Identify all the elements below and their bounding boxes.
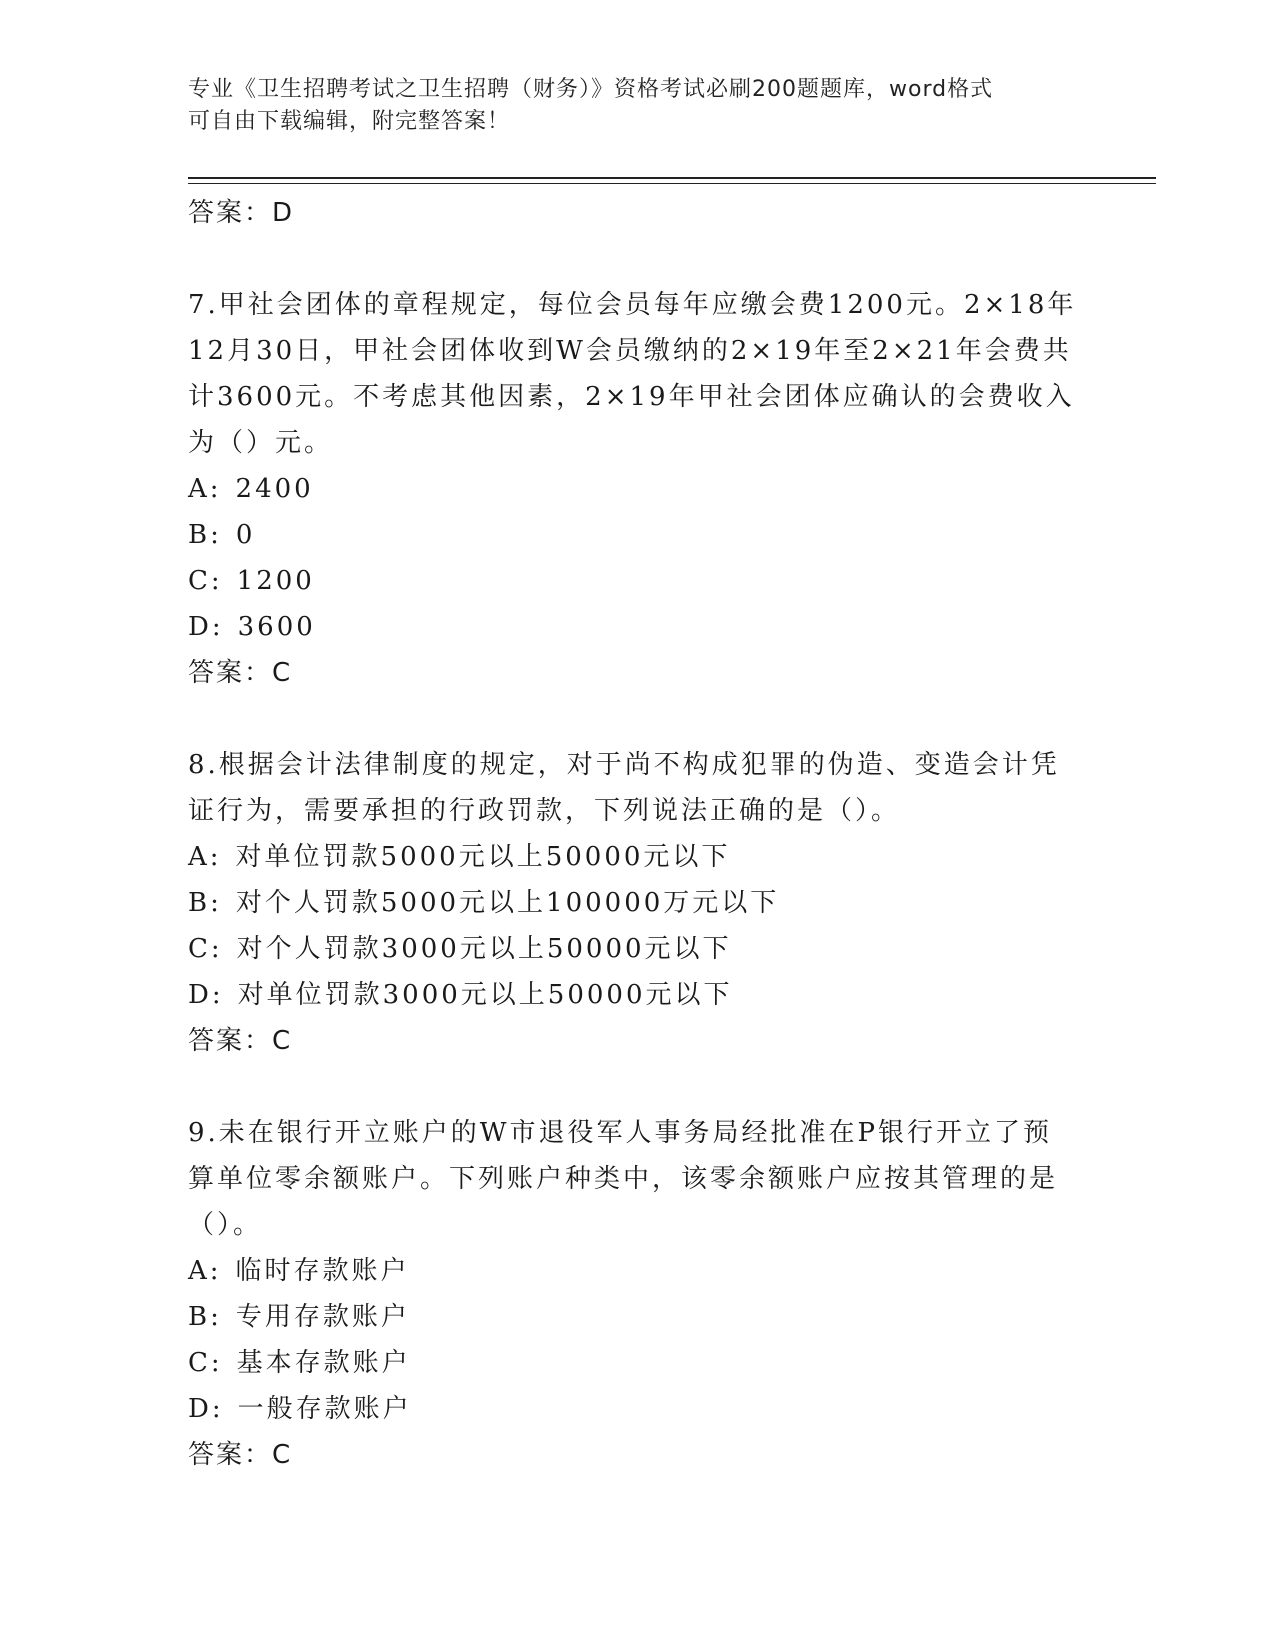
option-d: [188, 604, 1088, 650]
question-block: [188, 282, 1088, 696]
option-key: D:: [188, 980, 224, 1010]
header-line-2: 可自由下载编辑，附完整答案！: [188, 109, 511, 134]
question-text-line: （）。: [188, 1210, 263, 1240]
option-key: C:: [188, 1348, 223, 1378]
option-text: 对个人罚款5000元以上100000万元以下: [235, 888, 780, 918]
option-text: 1200: [236, 566, 315, 596]
option-key: D:: [188, 612, 224, 642]
answer-line: 答案：C: [188, 1440, 293, 1470]
option-text: 对单位罚款5000元以上50000元以下: [235, 842, 731, 872]
question-block: [188, 742, 1088, 1064]
option-text: 临时存款账户: [235, 1256, 410, 1286]
option-key: A:: [188, 474, 222, 504]
option-key: B:: [188, 888, 222, 918]
option-text: 对单位罚款3000元以上50000元以下: [237, 980, 733, 1010]
spacer: [188, 1064, 1088, 1110]
option-text: 0: [235, 520, 256, 550]
option-text: 3600: [237, 612, 316, 642]
question-text-line: 12月30日，甲社会团体收到W会员缴纳的2×19年至2×21年会费共: [188, 336, 1072, 366]
option-c: [188, 558, 1088, 604]
option-a: [188, 834, 1088, 880]
option-key: D:: [188, 1394, 224, 1424]
answer-line: 答案：C: [188, 1026, 293, 1056]
document-header: [188, 74, 1088, 138]
option-key: B:: [188, 1302, 222, 1332]
question-text-line: 8.根据会计法律制度的规定，对于尚不构成犯罪的伪造、变造会计凭: [188, 750, 1060, 780]
question-text-line: 证行为，需要承担的行政罚款，下列说法正确的是（）。: [188, 796, 901, 826]
header-line-1: 专业《卫生招聘考试之卫生招聘（财务）》资格考试必刷200题题库，word格式: [188, 77, 994, 102]
option-text: 一般存款账户: [237, 1394, 412, 1424]
option-c: [188, 926, 1088, 972]
spacer: [188, 696, 1088, 742]
question-text-line: 算单位零余额账户。下列账户种类中，该零余额账户应按其管理的是: [188, 1164, 1059, 1194]
question-text-line: 为（）元。: [188, 428, 334, 458]
option-key: B:: [188, 520, 222, 550]
spacer: [188, 236, 1088, 282]
option-text: 对个人罚款3000元以上50000元以下: [236, 934, 732, 964]
option-key: C:: [188, 934, 223, 964]
option-a: [188, 1248, 1088, 1294]
option-key: A:: [188, 1256, 222, 1286]
header-divider-thick: [188, 177, 1156, 179]
question-block: [188, 1110, 1088, 1478]
option-c: [188, 1340, 1088, 1386]
header-divider-thin: [188, 183, 1156, 184]
answer-line: 答案：C: [188, 658, 293, 688]
answer-line: 答案：D: [188, 198, 295, 228]
question-list: [188, 190, 1088, 1478]
option-key: A:: [188, 842, 222, 872]
option-d: [188, 1386, 1088, 1432]
option-key: C:: [188, 566, 223, 596]
question-text-line: 7.甲社会团体的章程规定，每位会员每年应缴会费1200元。2×18年: [188, 290, 1077, 320]
question-text-line: 9.未在银行开立账户的W市退役军人事务局经批准在P银行开立了预: [188, 1118, 1053, 1148]
option-b: [188, 512, 1088, 558]
option-text: 专用存款账户: [235, 1302, 410, 1332]
option-text: 基本存款账户: [236, 1348, 411, 1378]
option-b: [188, 1294, 1088, 1340]
option-a: [188, 466, 1088, 512]
option-d: [188, 972, 1088, 1018]
question-text-line: 计3600元。不考虑其他因素，2×19年甲社会团体应确认的会费收入: [188, 382, 1075, 412]
option-text: 2400: [235, 474, 314, 504]
option-b: [188, 880, 1088, 926]
